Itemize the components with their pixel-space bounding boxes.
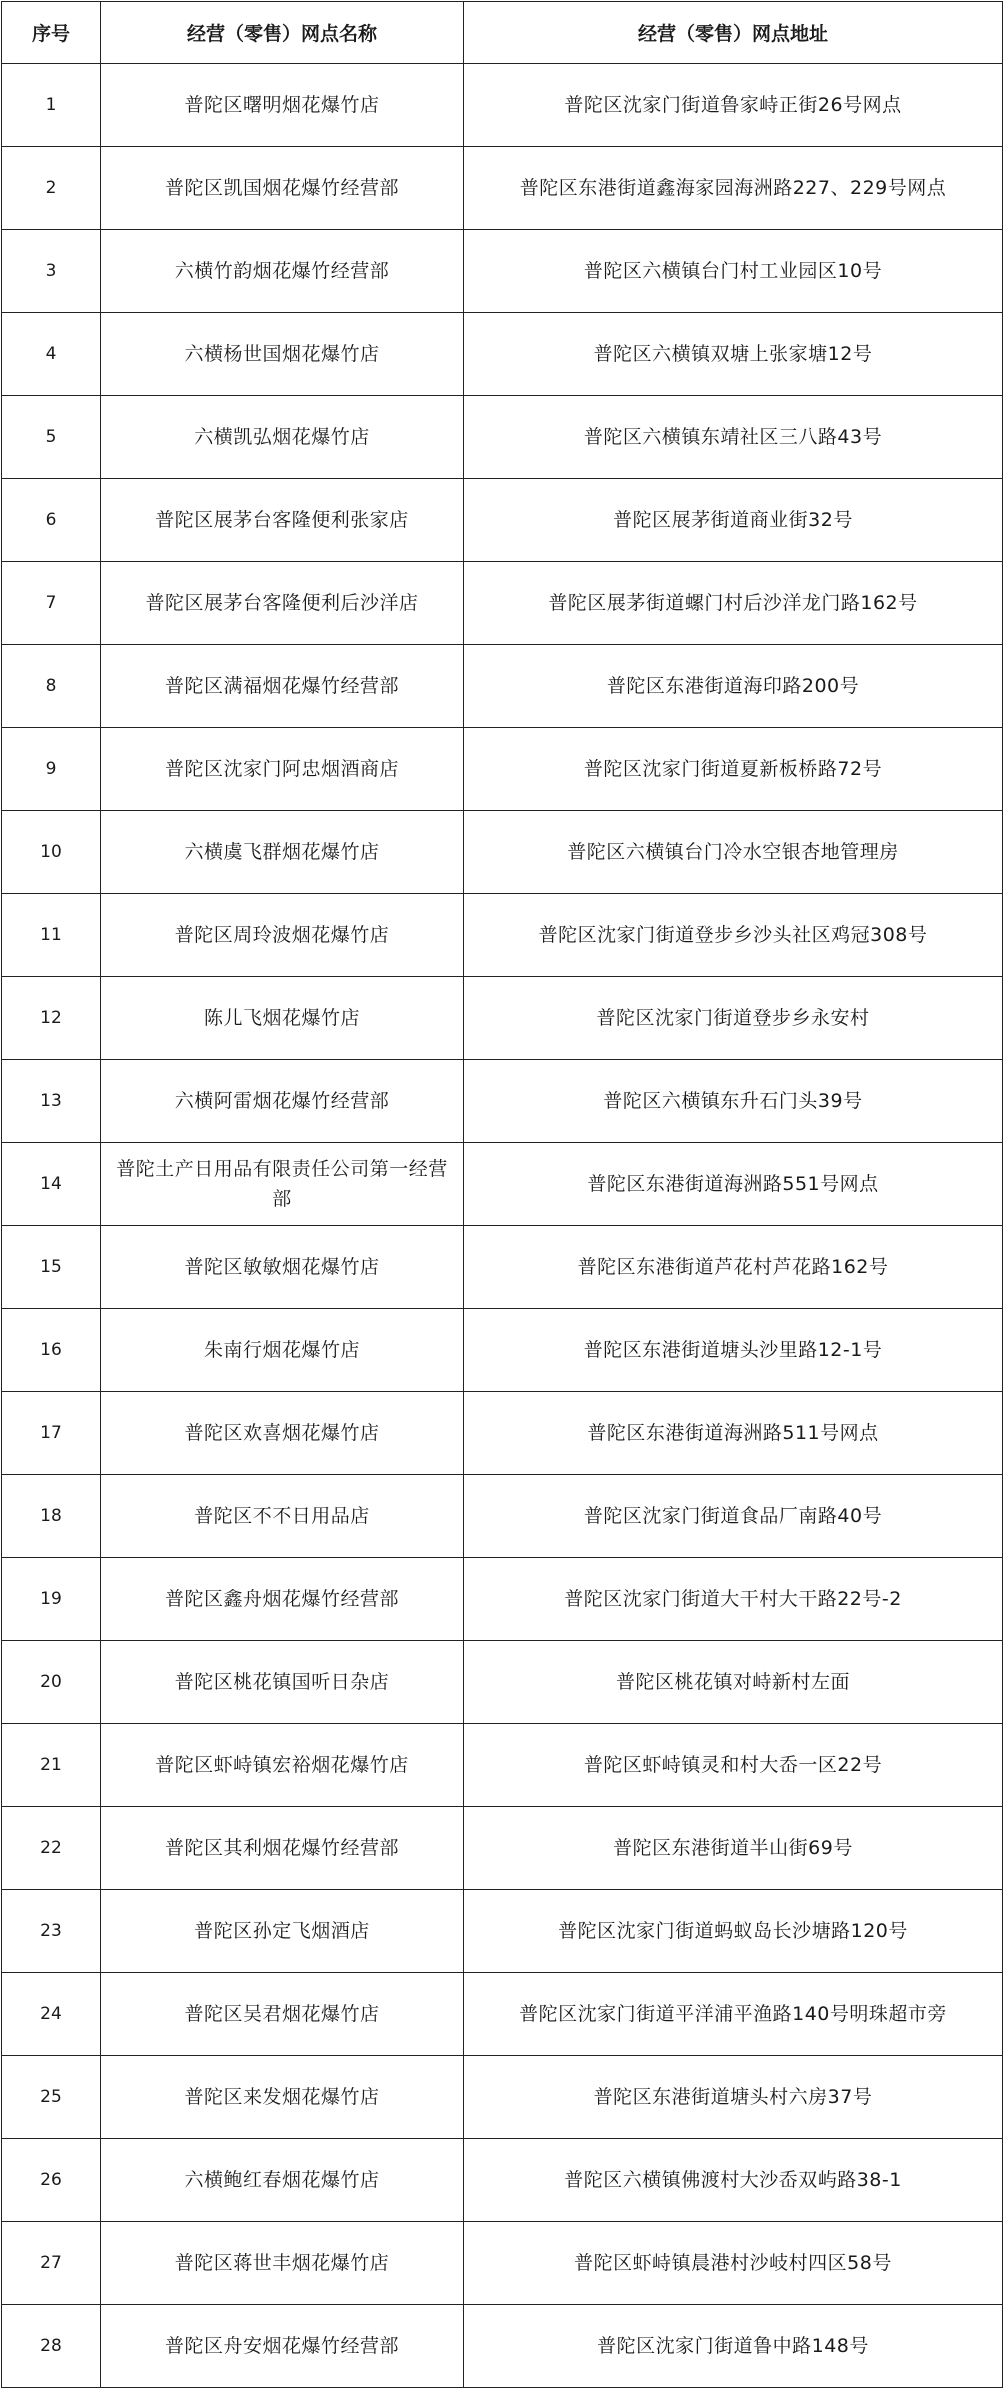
- row-index: 25: [2, 2056, 101, 2139]
- row-name: 普陀区不不日用品店: [101, 1475, 464, 1558]
- row-address: 普陀区沈家门街道食品厂南路40号: [464, 1475, 1003, 1558]
- row-index: 7: [2, 562, 101, 645]
- row-name: 六横凯弘烟花爆竹店: [101, 396, 464, 479]
- row-address: 普陀区沈家门街道鲁家峙正街26号网点: [464, 64, 1003, 147]
- row-name: 普陀区吴君烟花爆竹店: [101, 1973, 464, 2056]
- row-index: 20: [2, 1641, 101, 1724]
- row-address: 普陀区东港街道海洲路551号网点: [464, 1143, 1003, 1226]
- table-row: [2, 147, 1003, 230]
- row-name: 普陀区周玲波烟花爆竹店: [101, 894, 464, 977]
- row-name: 普陀区舟安烟花爆竹经营部: [101, 2305, 464, 2388]
- table-row: [2, 479, 1003, 562]
- row-address: 普陀区六横镇佛渡村大沙岙双屿路38-1: [464, 2139, 1003, 2222]
- table-row: [2, 1143, 1003, 1226]
- table-row: [2, 1060, 1003, 1143]
- row-index: 2: [2, 147, 101, 230]
- row-name: 普陀区鑫舟烟花爆竹经营部: [101, 1558, 464, 1641]
- row-index: 9: [2, 728, 101, 811]
- row-address: 普陀区沈家门街道登步乡永安村: [464, 977, 1003, 1060]
- row-name: 六横虞飞群烟花爆竹店: [101, 811, 464, 894]
- row-address: 普陀区桃花镇对峙新村左面: [464, 1641, 1003, 1724]
- row-name: 普陀区孙定飞烟酒店: [101, 1890, 464, 1973]
- row-name: 普陀区展茅台客隆便利张家店: [101, 479, 464, 562]
- row-address: 普陀区沈家门街道夏新板桥路72号: [464, 728, 1003, 811]
- table-row: [2, 1475, 1003, 1558]
- table-row: [2, 1973, 1003, 2056]
- header-index: 序号: [2, 2, 101, 64]
- row-index: 8: [2, 645, 101, 728]
- row-name: 普陀区曙明烟花爆竹店: [101, 64, 464, 147]
- row-name: 普陀区其利烟花爆竹经营部: [101, 1807, 464, 1890]
- table-row: [2, 2222, 1003, 2305]
- row-index: 27: [2, 2222, 101, 2305]
- table-row: [2, 977, 1003, 1060]
- row-index: 1: [2, 64, 101, 147]
- table-row: [2, 894, 1003, 977]
- row-name: 六横竹韵烟花爆竹经营部: [101, 230, 464, 313]
- table-row: [2, 2139, 1003, 2222]
- row-address: 普陀区六横镇双塘上张家塘12号: [464, 313, 1003, 396]
- row-address: 普陀区展茅街道螺门村后沙洋龙门路162号: [464, 562, 1003, 645]
- row-name: 普陀区展茅台客隆便利后沙洋店: [101, 562, 464, 645]
- table-row: [2, 1807, 1003, 1890]
- table-row: [2, 1226, 1003, 1309]
- row-index: 4: [2, 313, 101, 396]
- row-index: 14: [2, 1143, 101, 1226]
- row-name: 陈儿飞烟花爆竹店: [101, 977, 464, 1060]
- row-index: 19: [2, 1558, 101, 1641]
- header-row: [2, 2, 1003, 64]
- row-name: 普陀区满福烟花爆竹经营部: [101, 645, 464, 728]
- table-row: [2, 1392, 1003, 1475]
- row-address: 普陀区六横镇东靖社区三八路43号: [464, 396, 1003, 479]
- row-index: 17: [2, 1392, 101, 1475]
- row-index: 5: [2, 396, 101, 479]
- row-address: 普陀区东港街道塘头沙里路12-1号: [464, 1309, 1003, 1392]
- row-index: 26: [2, 2139, 101, 2222]
- row-name: 普陀区敏敏烟花爆竹店: [101, 1226, 464, 1309]
- row-name: 普陀区虾峙镇宏裕烟花爆竹店: [101, 1724, 464, 1807]
- row-index: 23: [2, 1890, 101, 1973]
- row-index: 16: [2, 1309, 101, 1392]
- table-row: [2, 811, 1003, 894]
- table-row: [2, 2056, 1003, 2139]
- row-address: 普陀区东港街道半山街69号: [464, 1807, 1003, 1890]
- row-index: 6: [2, 479, 101, 562]
- row-name: 六横鲍红春烟花爆竹店: [101, 2139, 464, 2222]
- table-row: [2, 64, 1003, 147]
- table-row: [2, 562, 1003, 645]
- row-address: 普陀区东港街道塘头村六房37号: [464, 2056, 1003, 2139]
- table-row: [2, 313, 1003, 396]
- row-index: 12: [2, 977, 101, 1060]
- table-row: [2, 230, 1003, 313]
- outlet-table: [1, 1, 1003, 2388]
- row-name: 六横阿雷烟花爆竹经营部: [101, 1060, 464, 1143]
- row-address: 普陀区东港街道鑫海家园海洲路227、229号网点: [464, 147, 1003, 230]
- row-address: 普陀区沈家门街道鲁中路148号: [464, 2305, 1003, 2388]
- row-name: 普陀区来发烟花爆竹店: [101, 2056, 464, 2139]
- row-address: 普陀区虾峙镇灵和村大岙一区22号: [464, 1724, 1003, 1807]
- table-body: [2, 64, 1003, 2388]
- header-name: 经营（零售）网点名称: [101, 2, 464, 64]
- table-row: [2, 1309, 1003, 1392]
- table-row: [2, 1890, 1003, 1973]
- row-address: 普陀区东港街道海印路200号: [464, 645, 1003, 728]
- table-row: [2, 1558, 1003, 1641]
- row-name: 朱南行烟花爆竹店: [101, 1309, 464, 1392]
- row-address: 普陀区展茅街道商业街32号: [464, 479, 1003, 562]
- row-index: 28: [2, 2305, 101, 2388]
- table-row: [2, 1641, 1003, 1724]
- row-index: 22: [2, 1807, 101, 1890]
- row-address: 普陀区沈家门街道蚂蚁岛长沙塘路120号: [464, 1890, 1003, 1973]
- row-address: 普陀区六横镇台门村工业园区10号: [464, 230, 1003, 313]
- row-address: 普陀区东港街道芦花村芦花路162号: [464, 1226, 1003, 1309]
- table-row: [2, 396, 1003, 479]
- row-address: 普陀区沈家门街道大干村大干路22号-2: [464, 1558, 1003, 1641]
- row-index: 3: [2, 230, 101, 313]
- row-name: 普陀土产日用品有限责任公司第一经营部: [101, 1143, 464, 1226]
- row-name: 六横杨世国烟花爆竹店: [101, 313, 464, 396]
- row-index: 11: [2, 894, 101, 977]
- table-row: [2, 728, 1003, 811]
- header-address: 经营（零售）网点地址: [464, 2, 1003, 64]
- row-address: 普陀区六横镇东升石门头39号: [464, 1060, 1003, 1143]
- row-name: 普陀区桃花镇国听日杂店: [101, 1641, 464, 1724]
- row-index: 10: [2, 811, 101, 894]
- row-name: 普陀区蒋世丰烟花爆竹店: [101, 2222, 464, 2305]
- table-row: [2, 645, 1003, 728]
- row-address: 普陀区东港街道海洲路511号网点: [464, 1392, 1003, 1475]
- row-index: 13: [2, 1060, 101, 1143]
- table-row: [2, 2305, 1003, 2388]
- row-address: 普陀区沈家门街道登步乡沙头社区鸡冠308号: [464, 894, 1003, 977]
- row-address: 普陀区虾峙镇晨港村沙岐村四区58号: [464, 2222, 1003, 2305]
- row-index: 24: [2, 1973, 101, 2056]
- row-address: 普陀区六横镇台门冷水空银杏地管理房: [464, 811, 1003, 894]
- row-address: 普陀区沈家门街道平洋浦平渔路140号明珠超市旁: [464, 1973, 1003, 2056]
- row-index: 21: [2, 1724, 101, 1807]
- row-index: 15: [2, 1226, 101, 1309]
- table-row: [2, 1724, 1003, 1807]
- row-name: 普陀区沈家门阿忠烟酒商店: [101, 728, 464, 811]
- row-name: 普陀区欢喜烟花爆竹店: [101, 1392, 464, 1475]
- row-name: 普陀区凯国烟花爆竹经营部: [101, 147, 464, 230]
- row-index: 18: [2, 1475, 101, 1558]
